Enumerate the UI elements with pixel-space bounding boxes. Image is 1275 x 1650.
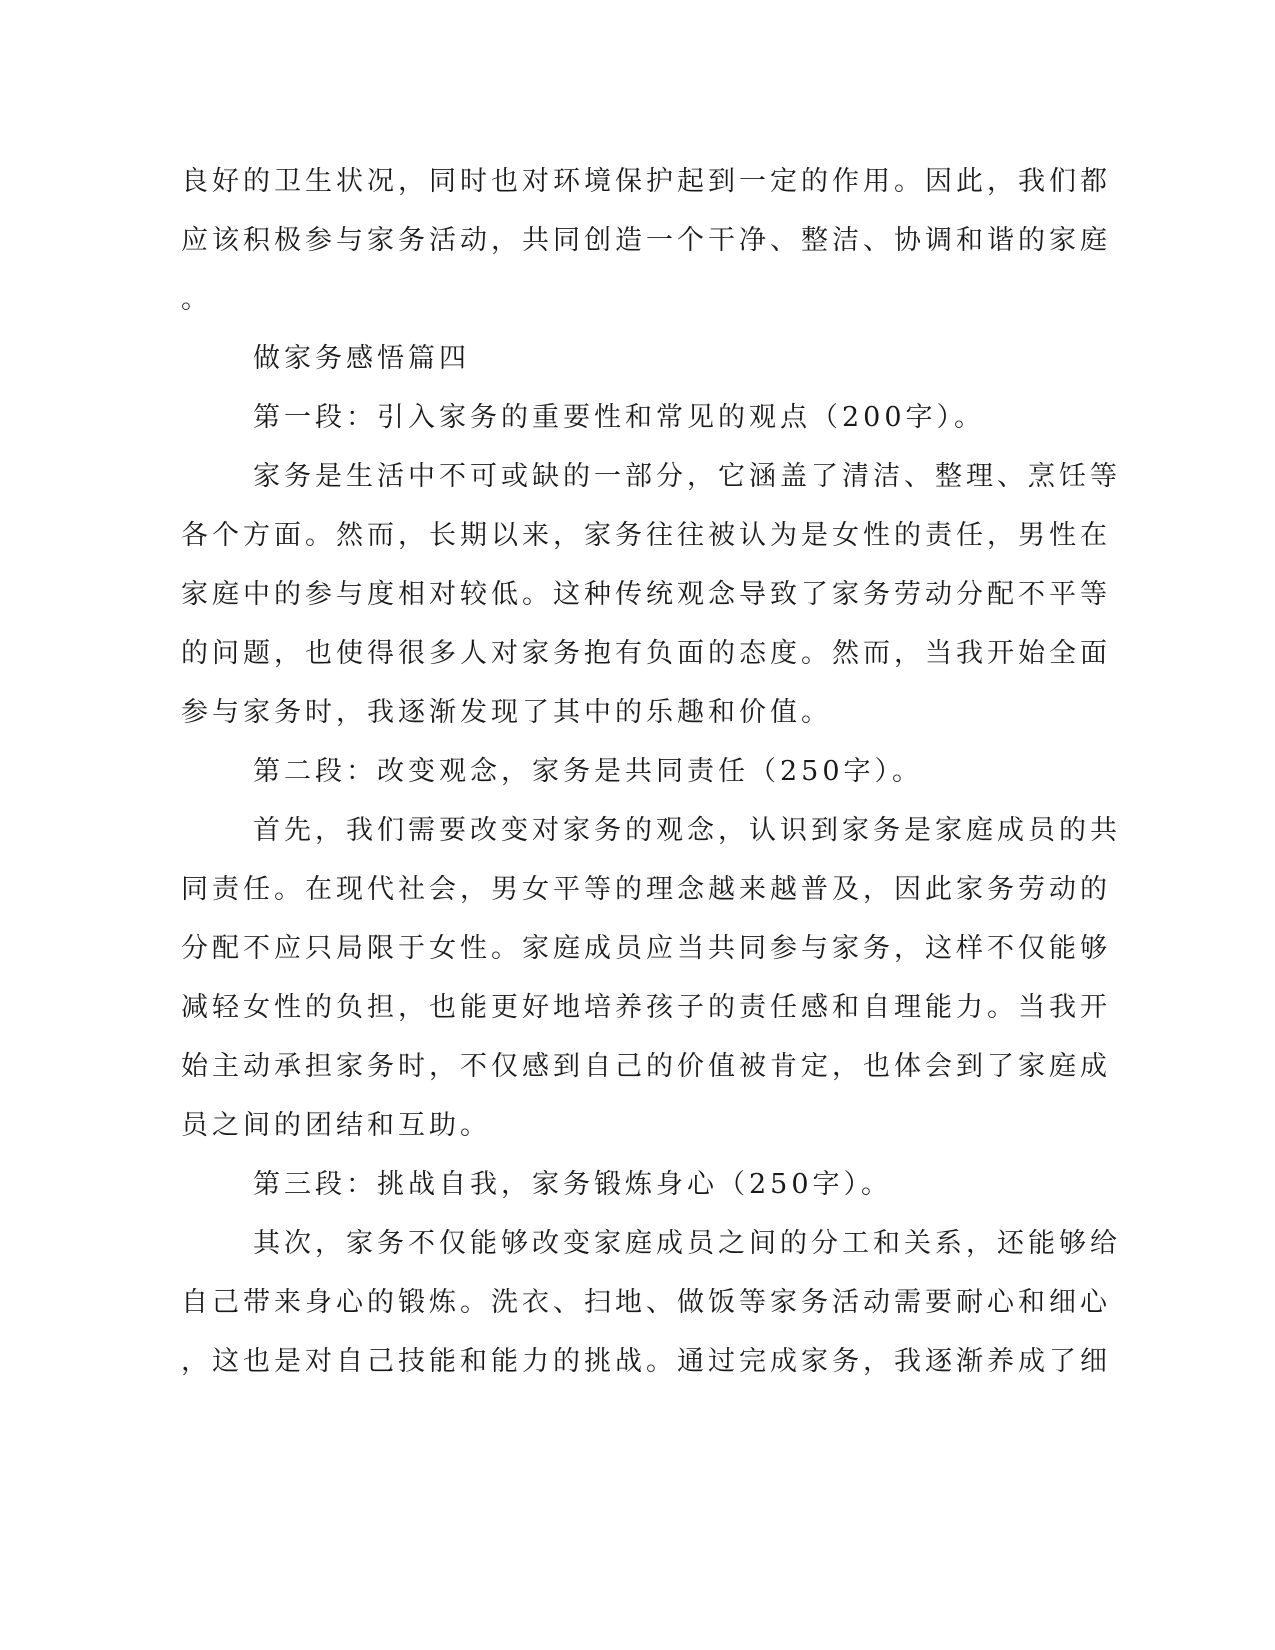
text-line: 其次，家务不仅能够改变家庭成员之间的分工和关系，还能够给 — [253, 1228, 1121, 1259]
text-line: 应该积极参与家务活动，共同创造一个干净、整洁、协调和谐的家庭 — [181, 225, 1111, 256]
text-line: 参与家务时，我逐渐发现了其中的乐趣和价值。 — [181, 697, 832, 728]
text-line: 分配不应只局限于女性。家庭成员应当共同参与家务，这样不仅能够 — [181, 933, 1111, 964]
text-line: 首先，我们需要改变对家务的观念，认识到家务是家庭成员的共 — [253, 815, 1121, 846]
paragraph-heading: 第二段：改变观念，家务是共同责任（250字）。 — [253, 756, 924, 787]
text-line: 员之间的团结和互助。 — [181, 1110, 491, 1141]
paragraph-heading: 第一段：引入家务的重要性和常见的观点（200字）。 — [253, 402, 986, 433]
text-line: 家务是生活中不可或缺的一部分，它涵盖了清洁、整理、烹饪等 — [253, 461, 1121, 492]
text-line: 同责任。在现代社会，男女平等的理念越来越普及，因此家务劳动的 — [181, 874, 1111, 905]
section-title: 做家务感悟篇四 — [253, 343, 470, 374]
text-line: ，这也是对自己技能和能力的挑战。通过完成家务，我逐渐养成了细 — [181, 1346, 1111, 1377]
text-line: 始主动承担家务时，不仅感到自己的价值被肯定，也体会到了家庭成 — [181, 1051, 1111, 1082]
text-line: 的问题，也使得很多人对家务抱有负面的态度。然而，当我开始全面 — [181, 638, 1111, 669]
text-line: 自己带来身心的锻炼。洗衣、扫地、做饭等家务活动需要耐心和细心 — [181, 1287, 1111, 1318]
paragraph-heading: 第三段：挑战自我，家务锻炼身心（250字）。 — [253, 1169, 893, 1200]
text-line: 。 — [181, 284, 212, 315]
text-line: 家庭中的参与度相对较低。这种传统观念导致了家务劳动分配不平等 — [181, 579, 1111, 610]
text-line: 各个方面。然而，长期以来，家务往往被认为是女性的责任，男性在 — [181, 520, 1111, 551]
document-body — [181, 159, 1121, 1398]
text-line: 减轻女性的负担，也能更好地培养孩子的责任感和自理能力。当我开 — [181, 992, 1111, 1023]
text-line: 良好的卫生状况，同时也对环境保护起到一定的作用。因此，我们都 — [181, 166, 1111, 197]
